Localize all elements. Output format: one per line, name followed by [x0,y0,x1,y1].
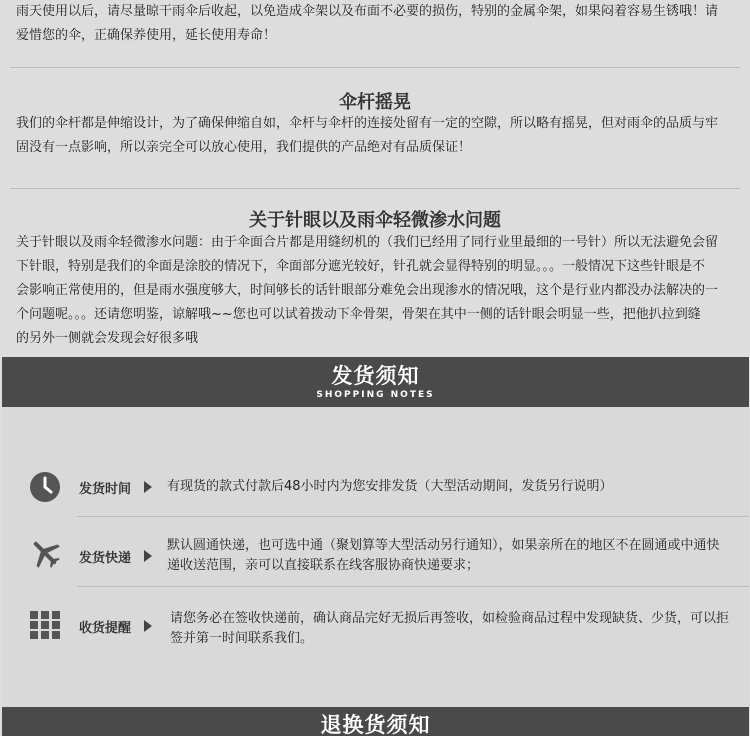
clock-icon [29,471,61,503]
courier-text-line-2: 递收送范围，亲可以直接联系在线客服协商快递要求； [167,558,480,573]
receipt-reminder-label: 收货提醒 [79,621,132,636]
needle-line-4: 个问题呢。。。还请您明鉴，谅解哦~~您也可以试着拨动下伞骨架，骨架在其中一侧的话针眼会明显一些，把他扒拉到缝 [16,307,701,322]
arrow-right-icon [144,550,152,562]
divider [10,188,740,189]
needle-line-5: 的另外一侧就会发现会好很多哦 [16,331,199,346]
row-divider [77,586,749,587]
pole-line-2: 固没有一点影响，所以亲完全可以放心使用，我们提供的产品绝对有品质保证！ [16,140,472,155]
shipping-notes-banner [2,357,749,407]
courier-text [167,536,737,576]
divider [10,67,740,68]
needle-paragraph [16,231,726,351]
row-divider [77,516,749,517]
return-banner-title: 退换货须知 [320,712,431,736]
section-title-needle: 关于针眼以及雨伞轻微渗水问题 [249,210,501,231]
shipping-banner-title: 发货须知 [331,363,420,388]
shipping-time-text [167,477,737,497]
needle-line-1: 关于针眼以及雨伞轻微渗水问题：由于伞面合片都是用缝纫机的（我们已经用了同行业里最细的一号针）所以无法避免会留 [16,235,719,250]
shipping-notes-body [2,407,749,707]
shipping-time-label: 发货时间 [79,482,132,497]
receipt-reminder-text [170,609,740,649]
intro-line-1: 雨天使用以后，请尽量晾干雨伞后收起，以免造成伞架以及布面不必要的损伤，特别的金属伞架，如果闷着容易生锈哦！请 [16,4,719,19]
section-title-pole: 伞杆摇晃 [339,92,411,113]
airplane-icon [29,537,61,569]
intro-line-2: 爱惜您的伞，正确保养使用，延长使用寿命！ [16,28,277,43]
grid-icon [29,609,61,641]
receipt-text-line-2: 签并第一时间联系我们。 [170,631,314,646]
pole-line-1: 我们的伞杆都是伸缩设计，为了确保伸缩自如，伞杆与伞杆的连接处留有一定的空隙，所以略有摇晃，但对雨伞的品质与牢 [16,116,719,131]
courier-label: 发货快递 [79,551,132,566]
shipping-banner-subtitle: SHOPPING NOTES [316,390,435,400]
return-notes-banner [2,707,749,736]
pole-paragraph [16,112,726,160]
needle-line-2: 下针眼，特别是我们的伞面是涂胶的情况下，伞面部分遮光较好，针孔就会显得特别的明显。。。一般情况下这些针眼是不 [16,259,706,274]
shipping-time-text-line-1: 有现货的款式付款后48小时内为您安排发货（大型活动期间，发货另行说明） [167,479,613,494]
arrow-right-icon [144,481,152,493]
receipt-text-line-1: 请您务必在签收快递前，确认商品完好无损后再签收，如检验商品过程中发现缺货、少货，可以拒 [170,611,730,626]
needle-line-3: 会影响正常使用的，但是雨水强度够大，时间够长的话针眼部分难免会出现渗水的情况哦，这个是行业内都没办法解决的一 [16,283,719,298]
courier-text-line-1: 默认圆通快递，也可选中通（聚划算等大型活动另行通知），如果亲所在的地区不在圆通或中通快 [167,538,720,553]
intro-paragraph [16,0,726,48]
arrow-right-icon [144,620,152,632]
